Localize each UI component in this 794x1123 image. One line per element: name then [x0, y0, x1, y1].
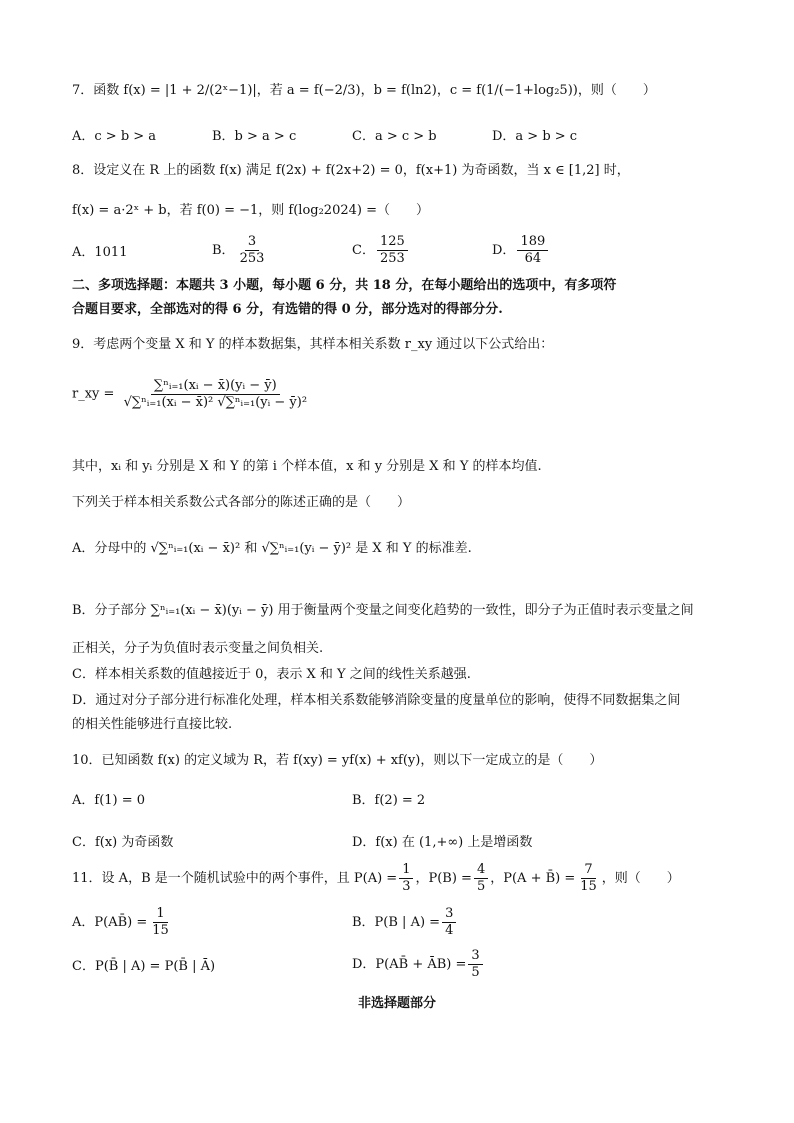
q10-option-a: A．f(1) = 0: [72, 793, 146, 808]
non-choice-section-heading: 非选择题部分: [357, 996, 436, 1011]
q9-question: 下列关于样本相关系数公式各部分的陈述正确的是（ ）: [72, 495, 411, 510]
q9-formula: r_xy = $\frac{\text{∑ⁿᵢ₌₁(xᵢ − x̄)(yᵢ − ȳ)}}{\text{√∑ⁿᵢ₌₁(xᵢ − x̄)² √∑ⁿᵢ₌₁(yᵢ − ȳ)²}}$: [72, 378, 308, 410]
q8-option-a: A．1011: [72, 245, 128, 260]
q11-stem: 11．设 A，B 是一个随机试验中的两个事件，且 P(A) = $\frac{1}{3}$ ，P(B) = $\frac{4}{5}$ ，P(A + B̄) = $\frac{7}{15}$ ，则（ ）: [72, 862, 680, 894]
q9-stem: 9．考虑两个变量 X 和 Y 的样本数据集，其样本相关系数 r_xy 通过以下公式给出：: [72, 337, 554, 352]
q9-option-b-line2: 正相关，分子为负值时表示变量之间负相关.: [72, 641, 324, 656]
q11-option-d: D．P(AB̄ + ĀB) = $\frac{3}{5}$: [352, 948, 485, 981]
q7-option-b: B．b > a > c: [212, 129, 297, 144]
q7-option-c: C．a > c > b: [352, 129, 437, 144]
q9-option-d-line2: 的相关性能够进行直接比较.: [72, 717, 233, 732]
q10-option-c: C．f(x) 为奇函数: [72, 835, 174, 850]
q7-option-d: D．a > b > c: [492, 129, 578, 144]
q8-stem-line1: 8．设定义在 R 上的函数 f(x) 满足 f(2x) + f(2x+2) = 0，f(x+1) 为奇函数，当 x ∈ [1,2] 时，: [72, 163, 630, 178]
section2-heading-line2: 合题目要求，全部选对的得 6 分，有选错的得 0 分，部分选对的得部分分.: [72, 302, 503, 317]
q11-option-b: B．P(B | A) = $\frac{3}{4}$: [352, 906, 458, 939]
q11-option-c: C．P(B̄ | A) = P(B̄ | Ā): [72, 959, 216, 974]
q9-explanation: 其中，xᵢ 和 yᵢ 分别是 X 和 Y 的第 i 个样本值，x 和 y 分别是 X 和 Y 的样本均值.: [72, 459, 542, 474]
q10-stem: 10．已知函数 f(x) 的定义域为 R，若 f(xy) = yf(x) + xf(y)，则以下一定成立的是（ ）: [72, 753, 603, 768]
q7-stem: 7．函数 f(x) = |1 + 2/(2ˣ−1)|，若 a = f(−2/3)，b = f(ln2)，c = f(1/(−1+log₂5))，则（ ）: [72, 83, 656, 98]
q9-option-c: C．样本相关系数的值越接近于 0，表示 X 和 Y 之间的线性关系越强.: [72, 667, 471, 682]
q10-option-d: D．f(x) 在 (1,+∞) 上是增函数: [352, 835, 533, 850]
q8-option-d: D． $\frac{189}{64}$: [492, 234, 550, 267]
q10-option-b: B．f(2) = 2: [352, 793, 426, 808]
q9-option-a: A．分母中的 √∑ⁿᵢ₌₁(xᵢ − x̄)² 和 √∑ⁿᵢ₌₁(yᵢ − ȳ)² 是 X 和 Y 的标准差.: [72, 541, 472, 556]
q8-option-b: B． $\frac{3}{253}$: [212, 234, 265, 266]
section2-heading-line1: 二、多项选择题：本题共 3 小题，每小题 6 分，共 18 分，在每小题给出的选项中，有多项符: [72, 278, 617, 293]
q11-option-a: A．P(AB̄) = $\frac{1}{15}$: [72, 906, 169, 938]
q8-option-c: C． $\frac{125}{253}$: [352, 234, 410, 267]
q9-option-b-line1: B．分子部分 ∑ⁿᵢ₌₁(xᵢ − x̄)(yᵢ − ȳ) 用于衡量两个变量之间变化趋势的一致性，即分子为正值时表示变量之间: [72, 603, 694, 618]
q8-stem-line2: f(x) = a·2ˣ + b，若 f(0) = −1，则 f(log₂2024) =（ ）: [72, 203, 429, 218]
q9-option-d-line1: D．通过对分子部分进行标准化处理，样本相关系数能够消除变量的度量单位的影响，使得不同数据集之间: [72, 693, 681, 708]
q7-option-a: A．c > b > a: [72, 129, 157, 144]
